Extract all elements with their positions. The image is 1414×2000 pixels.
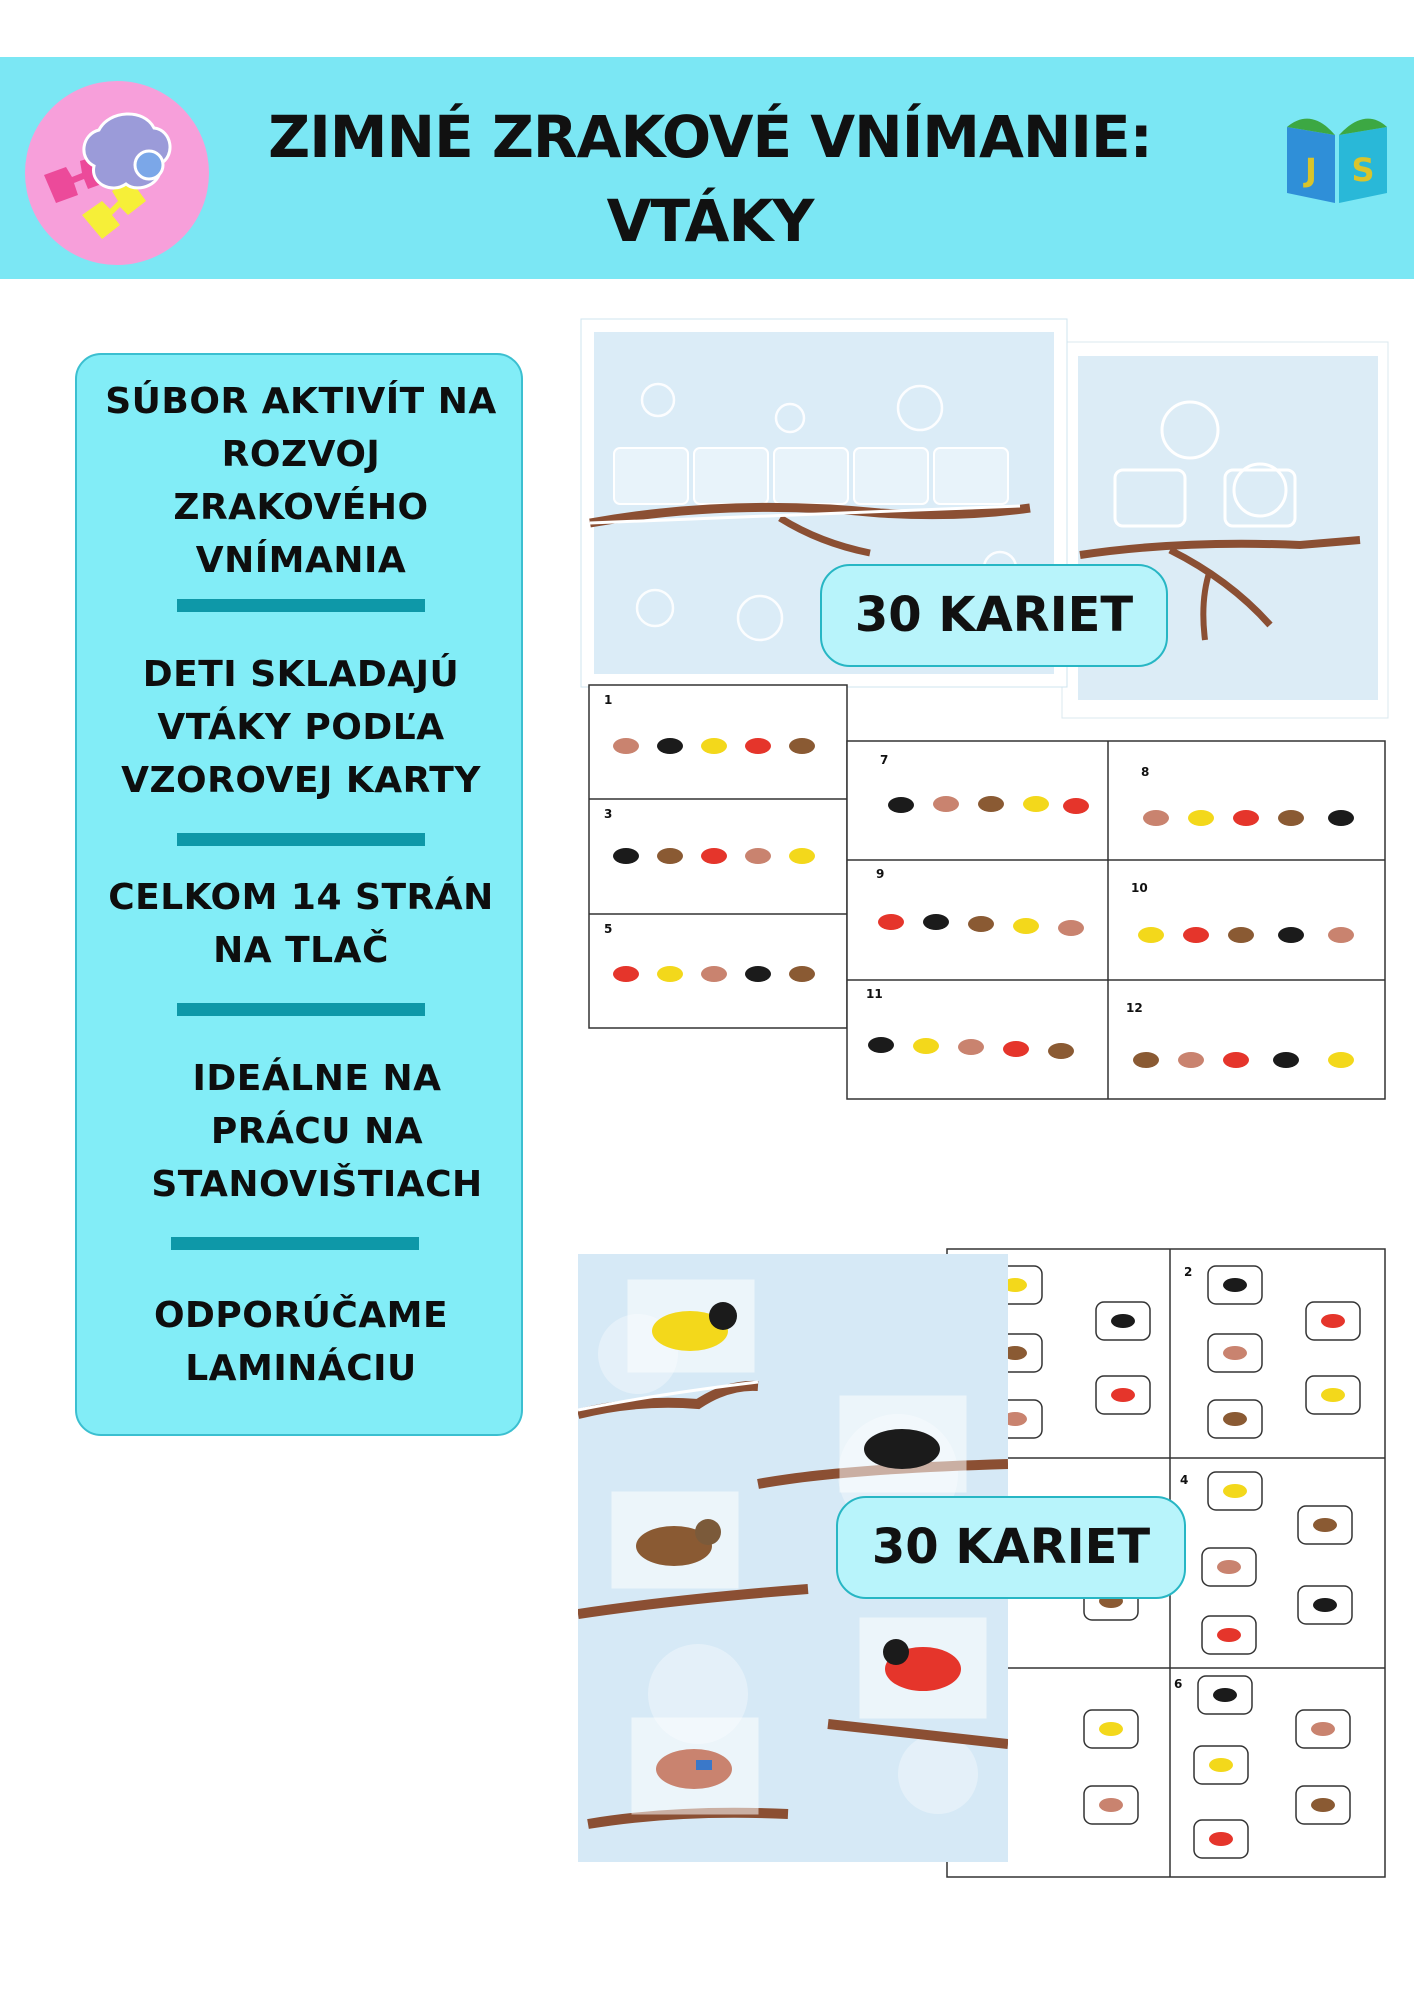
feature-1-line-1: SÚBOR AKTIVÍT NA (105, 381, 497, 422)
divider-4 (171, 1237, 419, 1250)
feature-item-5 (77, 1289, 525, 1395)
feature-2-line-1: DETI SKLADAJÚ (142, 654, 460, 695)
feature-3-line-2: NA TLAČ (213, 930, 389, 971)
feature-list-box (75, 353, 523, 1436)
feature-4-line-3: STANOVIŠTIACH (151, 1164, 483, 1205)
card-count-badge-bottom: 30 KARIET (836, 1496, 1186, 1599)
logo-letter-j: J (1305, 151, 1317, 189)
grid-card-number: 2 (1184, 1265, 1193, 1279)
brain-puzzle-logo-icon (24, 80, 210, 266)
sequence-card-number: 3 (604, 807, 613, 821)
open-book-logo-icon (1283, 103, 1393, 213)
card-count-badge-top: 30 KARIET (820, 564, 1168, 667)
page-title (220, 95, 1200, 263)
feature-5-line-1: ODPORÚČAME (153, 1295, 449, 1336)
grid-card-number: 4 (1180, 1473, 1189, 1487)
feature-item-2 (77, 648, 525, 807)
feature-item-4 (93, 1052, 541, 1211)
sequence-card-number: 9 (876, 867, 885, 881)
divider-2 (177, 833, 425, 846)
sequence-card-number: 12 (1126, 1001, 1143, 1015)
feature-3-line-1: CELKOM 14 STRÁN (108, 877, 494, 918)
feature-2-line-2: VTÁKY PODĽA (157, 707, 445, 748)
sequence-card-number: 8 (1141, 765, 1150, 779)
sequence-card-number: 11 (866, 987, 883, 1001)
sequence-card-number: 7 (880, 753, 889, 767)
divider-3 (177, 1003, 425, 1016)
feature-4-line-1: IDEÁLNE NA (192, 1058, 442, 1099)
feature-1-line-4: VNÍMANIA (195, 540, 407, 581)
grid-card-number: 6 (1174, 1677, 1183, 1691)
title-line-1: ZIMNÉ ZRAKOVÉ VNÍMANIE: (268, 103, 1152, 171)
feature-4-line-2: PRÁCU NA (210, 1111, 424, 1152)
divider-1 (177, 599, 425, 612)
feature-2-line-3: VZOROVEJ KARTY (121, 760, 481, 801)
sequence-card-number: 5 (604, 922, 613, 936)
sequence-card-number: 1 (604, 693, 613, 707)
feature-item-3 (77, 871, 525, 977)
feature-1-line-3: ZRAKOVÉHO (173, 487, 429, 528)
logo-letter-s: S (1351, 151, 1375, 189)
sequence-cards-right-preview (846, 740, 1386, 1100)
sequence-card-number: 10 (1131, 881, 1148, 895)
feature-item-1 (77, 375, 525, 587)
feature-1-line-2: ROZVOJ (221, 434, 381, 475)
feature-5-line-2: LAMINÁCIU (185, 1348, 417, 1389)
title-line-2: VTÁKY (606, 187, 814, 255)
sequence-cards-left-preview (588, 684, 848, 1029)
